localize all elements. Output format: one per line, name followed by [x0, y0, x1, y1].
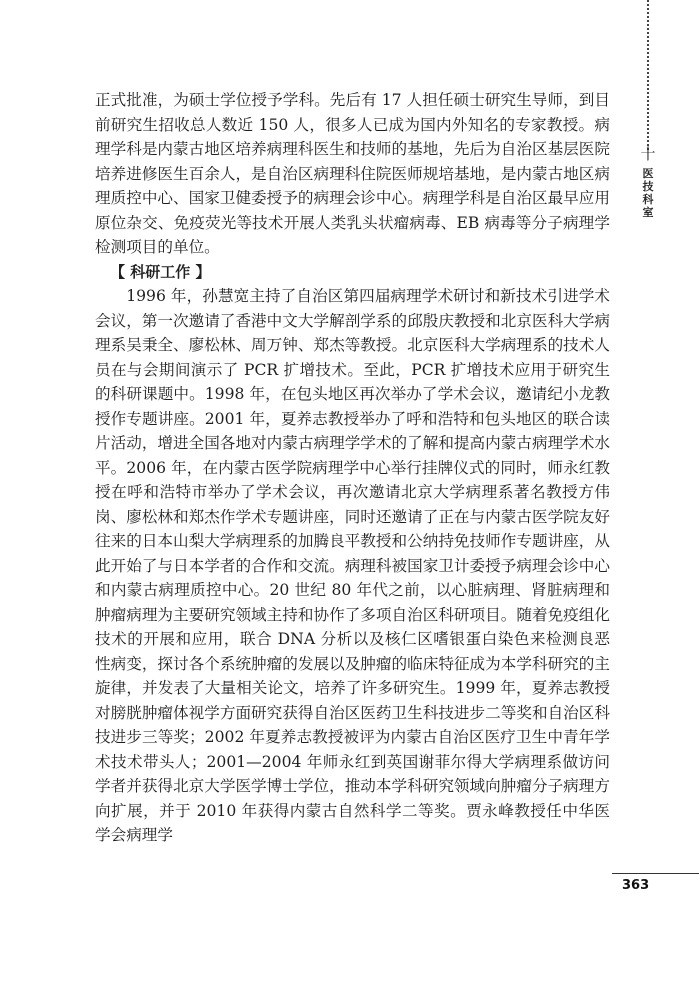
side-tab-chapter-label: 医技科室: [642, 167, 654, 219]
section-heading: 【 科研工作 】: [110, 262, 211, 281]
page-number: 363: [622, 878, 650, 893]
page-content: [95, 88, 610, 848]
section-paragraph: 1996 年，孙慧宽主持了自治区第四届病理学术研讨和新技术引进学术会议，第一次邀请了香港中文大学解剖学系的邱殷庆教授和北京医科大学病理系吴秉全、廖松林、周万钟、郑杰等教授。北京医科大学病理系的技术人员在与会期间演示了 PCR 扩增技术。至此，PCR 扩增技术应用于研究生的科研课题中。1998 年，在包头地区再次举办了学术会议，邀请纪小龙教授作专题讲座。2001 年，夏养志教授举办了呼和浩特和包头地区的联合读片活动，增进全国各地对内蒙古病理学学术的了解和提高内蒙古病理学术水平。2006 年，在内蒙古医学院病理学中心举行挂牌仪式的同时，师永红教授在呼和浩特市举办了学术会议，再次邀请北京大学病理系著名教授方伟岗、廖松林和郑杰作学术专题讲座，同时还邀请了正在与内蒙古医学院友好往来的日本山梨大学病理系的加腾良平教授和公纳持免技师作专题讲座，从此开始了与日本学者的合作和交流。病理科被国家卫计委授予病理会诊中心和内蒙古病理质控中心。20 世纪 80 年代之前，以心脏病理、肾脏病理和肿瘤病理为主要研究领域主持和协作了多项自治区科研项目。随着免疫组化技术的开展和应用，联合 DNA 分析以及核仁区嗜银蛋白染色来检测良恶性病变，探讨各个系统肿瘤的发展以及肿瘤的临床特征成为本学科研究的主旋律，并发表了大量相关论文，培养了许多研究生。1999 年，夏养志教授对膀胱肿瘤体视学方面研究获得自治区医药卫生科技进步二等奖和自治区科技进步三等奖；2002 年夏养志教授被评为内蒙古自治区医疗卫生中青年学术技术带头人；2001—2004 年师永红到英国谢菲尔得大学病理系做访问学者并获得北京大学医学博士学位，推动本学科研究领域向肿瘤分子病理方向扩展，并于 2010 年获得内蒙古自然科学二等奖。贾永峰教授任中华医学会病理学: [95, 287, 610, 844]
side-tab-dotted-line: [647, 0, 649, 150]
body-paragraph: 正式批准，为硕士学位授予学科。先后有 17 人担任硕士研究生导师，到目前研究生招收总人数近 150 人，很多人已成为国内外知名的专家教授。病理学科是内蒙古地区培养病理科医生和技师的基地，先后为自治区基层医院培养进修医生百余人，是自治区病理科住院医师规培基地，是内蒙古地区病理质控中心、国家卫健委授予的病理会诊中心。病理学科是自治区最早应用原位杂交、免疫荧光等技术开展人类乳头状瘤病毒、EB 病毒等分子病理学检测项目的单位。: [95, 91, 610, 256]
footer-rule: [612, 873, 699, 874]
side-tab: [638, 145, 658, 219]
side-tab-chapter-number: 十: [640, 145, 656, 163]
